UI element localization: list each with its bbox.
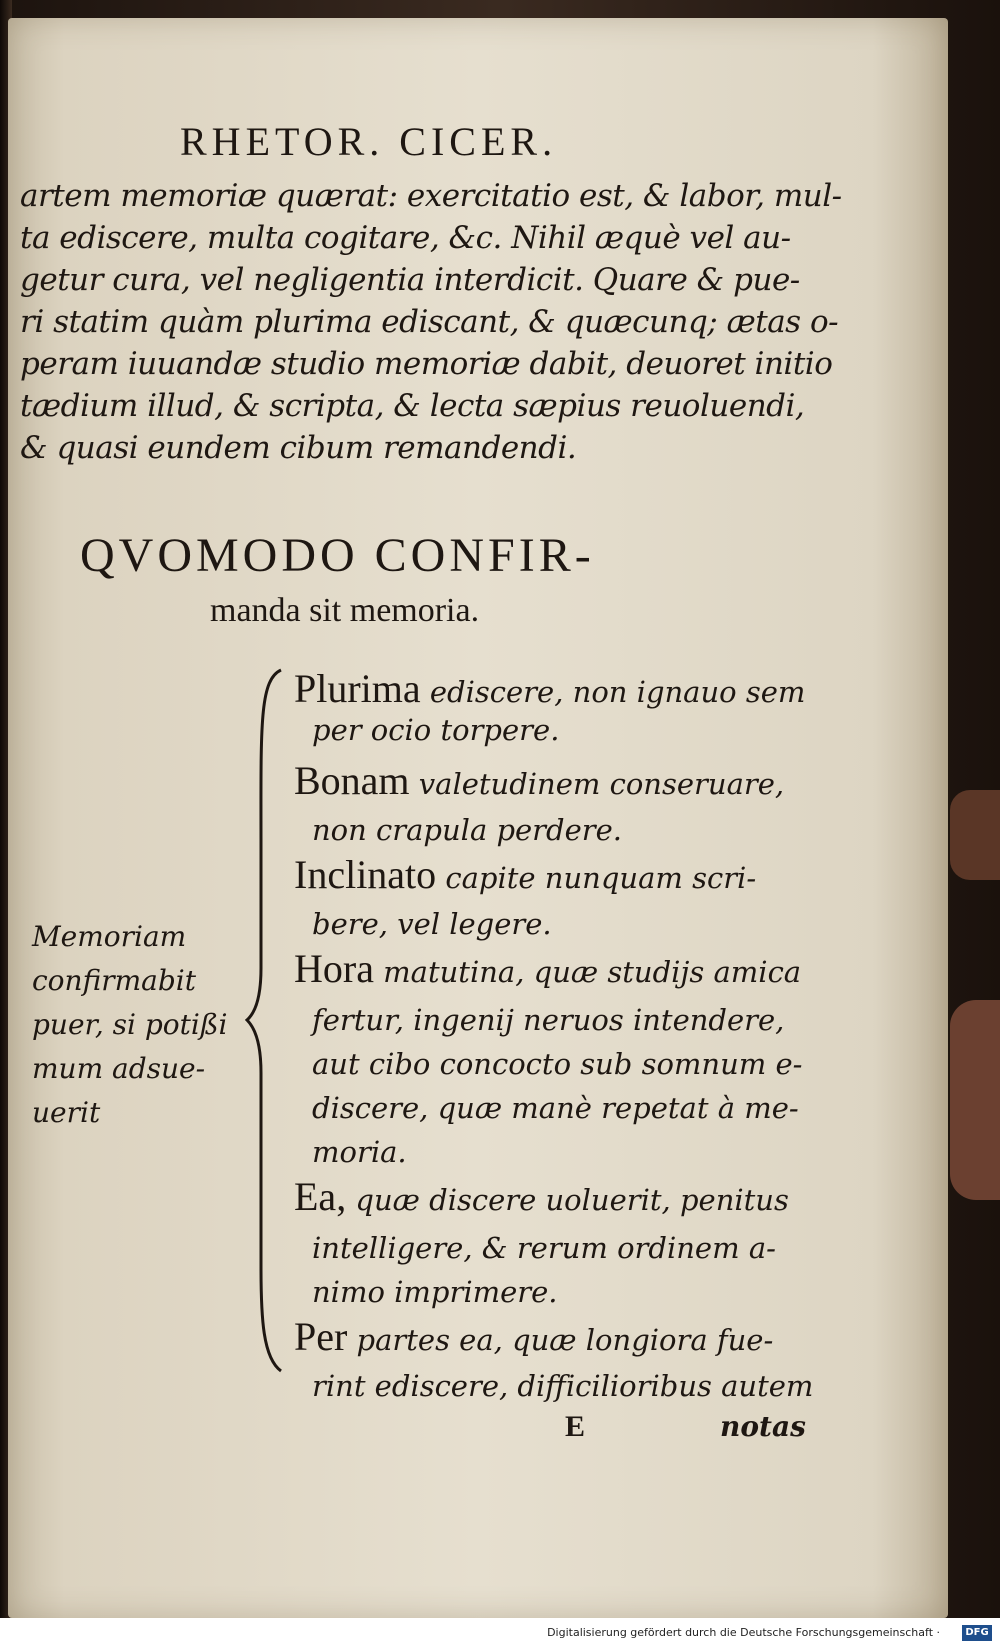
catchword: notas — [720, 1410, 806, 1443]
list-item-line: discere, quæ manè repetat à me- — [312, 1091, 799, 1125]
side-note-line: confirmabit — [32, 964, 197, 997]
body-line: peram iuuandæ studio memoriæ dabit, deuoret initio — [20, 346, 833, 382]
list-item-line: nimo imprimere. — [312, 1275, 558, 1309]
list-item-line: per ocio torpere. — [312, 713, 560, 747]
body-line: & quasi eundem cibum remandendi. — [20, 430, 577, 466]
list-item-line: fertur, ingenij neruos intendere, — [312, 1003, 785, 1037]
list-item-line: aut cibo concocto sub somnum e- — [312, 1047, 803, 1081]
section-subheading: manda sit memoria. — [210, 592, 480, 629]
list-item: Hora matutina, quæ studijs amica — [294, 946, 802, 991]
side-note-line: mum adsue- — [32, 1052, 206, 1085]
list-item: Plurima ediscere, non ignauo sem — [294, 666, 806, 711]
list-item-line: bere, vel legere. — [312, 907, 552, 941]
side-note-line: puer, si potißi — [32, 1008, 228, 1041]
running-header: RHETOR. CICER. — [180, 119, 558, 164]
body-line: tædium illud, & scripta, & lecta sæpius reuoluendi, — [20, 388, 805, 424]
list-item-line: moria. — [312, 1135, 407, 1169]
body-line: getur cura, vel negligentia interdicit. Quare & pue- — [20, 262, 800, 298]
list-item: Bonam valetudinem conseruare, — [294, 758, 785, 803]
list-item-line: rint ediscere, difficilioribus autem — [312, 1369, 814, 1403]
signature-mark: E — [565, 1410, 586, 1443]
body-line: ri statim quàm plurima ediscant, & quæcunq; ætas o- — [20, 304, 839, 340]
list-item: Per partes ea, quæ longiora fue- — [294, 1314, 774, 1359]
list-item-line: intelligere, & rerum ordinem a- — [312, 1231, 776, 1265]
curly-brace — [245, 668, 285, 1373]
side-note-line: Memoriam — [32, 920, 187, 953]
footer-credit: Digitalisierung gefördert durch die Deutsche Forschungsgemeinschaft · — [547, 1626, 940, 1639]
side-note-line: uerit — [32, 1096, 101, 1129]
list-item: Inclinato capite nunquam scri- — [294, 852, 757, 897]
thumb — [950, 790, 1000, 880]
thumb-lower — [950, 1000, 1000, 1200]
list-item: Ea, quæ discere uoluerit, penitus — [294, 1174, 789, 1219]
body-line: ta ediscere, multa cogitare, &c. Nihil æquè vel au- — [20, 220, 791, 256]
dfg-logo: DFG — [962, 1625, 992, 1641]
list-item-line: non crapula perdere. — [312, 813, 623, 847]
section-heading: QVOMODO CONFIR- — [80, 529, 595, 582]
body-line: artem memoriæ quærat: exercitatio est, & labor, mul- — [20, 178, 842, 214]
